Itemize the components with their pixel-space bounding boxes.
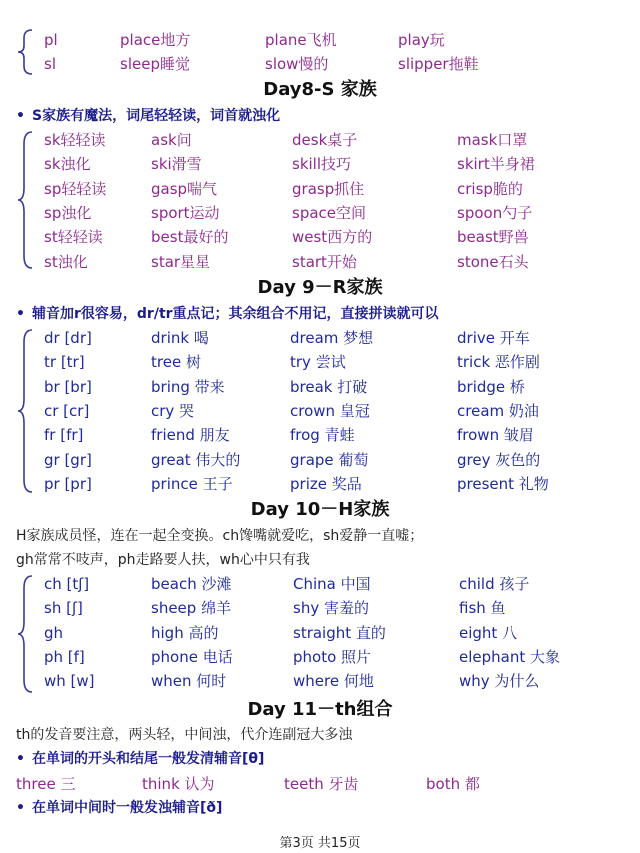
cell: drink 喝 — [151, 329, 209, 347]
cell: sport运动 — [151, 203, 220, 222]
cell: frog 青蛙 — [290, 426, 355, 445]
cell: phone 电话 — [151, 647, 233, 666]
table-row — [0, 597, 640, 619]
cell: gr [gr] — [44, 450, 92, 469]
table-row — [0, 29, 640, 51]
table-row — [0, 153, 640, 175]
section-note — [16, 798, 222, 818]
section-heading: Day8-S 家族 — [263, 79, 377, 100]
cell: gasp喘气 — [151, 179, 218, 198]
table-row — [0, 351, 640, 373]
table-row — [0, 400, 640, 422]
cell: bridge 桥 — [457, 377, 525, 396]
cell: cry 哭 — [151, 401, 195, 420]
cell: shy 害羞的 — [293, 599, 369, 618]
cell: try 尝试 — [290, 353, 346, 372]
cell: grape 葡萄 — [290, 450, 369, 469]
cell: cr [cr] — [44, 401, 90, 420]
table-row — [0, 473, 640, 495]
note-text: 在单词中间时一般发浊辅音[ð] — [32, 800, 223, 816]
note-text: 辅音加r很容易，dr/tr重点记；其余组合不用记，直接拼读就可以 — [32, 306, 439, 322]
cell: dr [dr] — [44, 329, 92, 347]
table-row — [0, 327, 640, 349]
cell: best最好的 — [151, 228, 229, 247]
table-row — [0, 178, 640, 200]
table-row — [0, 226, 640, 248]
cell: why 为什么 — [459, 672, 540, 691]
cell: prince 王子 — [151, 474, 233, 493]
section-paragraph: th的发音要注意，两头轻，中间浊，代介连副冠大多浊 — [16, 727, 353, 743]
section-note — [16, 106, 280, 126]
cell: west西方的 — [292, 228, 373, 247]
cell: skirt半身裙 — [457, 155, 535, 174]
cell: br [br] — [44, 377, 92, 396]
cell: spoon勺子 — [457, 203, 533, 222]
cell: fish 鱼 — [459, 599, 506, 618]
bullet-icon: • — [16, 108, 25, 124]
cell: bring 带来 — [151, 377, 225, 396]
cell: China 中国 — [293, 575, 371, 593]
word: three 三 — [16, 775, 76, 793]
bullet-icon: • — [16, 800, 25, 816]
cell: drive 开车 — [457, 329, 530, 347]
table-row — [0, 376, 640, 398]
cell: crown 皇冠 — [290, 401, 370, 420]
cell: gh — [44, 623, 64, 642]
cell: slow慢的 — [265, 55, 329, 73]
cell: dream 梦想 — [290, 329, 374, 347]
word: both 都 — [426, 775, 480, 793]
table-row — [0, 424, 640, 446]
cell: ski滑雪 — [151, 155, 202, 174]
cell: play玩 — [398, 31, 445, 49]
cell: sk浊化 — [44, 155, 91, 174]
table-row — [0, 449, 640, 471]
table-row — [0, 202, 640, 224]
cell: straight 直的 — [293, 623, 386, 642]
table-row — [0, 251, 640, 273]
cell: sleep睡觉 — [120, 55, 190, 73]
cell: ask问 — [151, 131, 192, 149]
cell: start开始 — [292, 252, 357, 271]
cell: child 孩子 — [459, 575, 530, 593]
cell: sheep 绵羊 — [151, 599, 232, 618]
cell: star星星 — [151, 252, 211, 271]
bullet-icon: • — [16, 751, 25, 767]
section-heading: Day 11－th组合 — [247, 699, 393, 720]
table-row — [0, 646, 640, 668]
cell: grasp抓住 — [292, 179, 365, 198]
bullet-icon: • — [16, 306, 25, 322]
section-paragraph: gh常常不吱声，ph走路要人扶，wh心中只有我 — [16, 552, 310, 568]
cell: photo 照片 — [293, 647, 372, 666]
cell: tr [tr] — [44, 353, 85, 372]
cell: break 打破 — [290, 377, 368, 396]
cell: great 伟大的 — [151, 450, 241, 469]
cell: place地方 — [120, 31, 191, 49]
table-row — [0, 573, 640, 595]
cell: where 何地 — [293, 672, 374, 691]
cell: skill技巧 — [292, 155, 352, 174]
cell: sp轻轻读 — [44, 179, 107, 198]
cell: trick 恶作剧 — [457, 353, 540, 372]
cell: beach 沙滩 — [151, 575, 232, 593]
cell: pr [pr] — [44, 474, 92, 493]
cell: sp浊化 — [44, 203, 92, 222]
cell: sh [ʃ] — [44, 599, 83, 618]
cell: friend 朋友 — [151, 426, 230, 445]
note-text: S家族有魔法，词尾轻轻读，词首就浊化 — [32, 108, 281, 124]
cell: pl — [44, 31, 58, 49]
cell: sk轻轻读 — [44, 131, 106, 149]
page-footer: 第3页 共15页 — [279, 836, 361, 851]
cell: present 礼物 — [457, 474, 549, 493]
cell: beast野兽 — [457, 228, 529, 247]
word: teeth 牙齿 — [284, 775, 359, 793]
cell: mask口罩 — [457, 131, 528, 149]
word: think 认为 — [142, 775, 215, 793]
section-note — [16, 304, 439, 324]
cell: crisp脆的 — [457, 179, 523, 198]
section-note — [16, 749, 264, 769]
table-row — [0, 53, 640, 75]
cell: cream 奶油 — [457, 401, 539, 420]
word-row — [0, 773, 640, 795]
table-row — [0, 622, 640, 644]
cell: frown 皱眉 — [457, 426, 534, 445]
cell: elephant 大象 — [459, 647, 561, 666]
cell: ch [tʃ] — [44, 575, 90, 593]
cell: slipper拖鞋 — [398, 55, 479, 73]
cell: space空间 — [292, 203, 367, 222]
table-row — [0, 670, 640, 692]
note-text: 在单词的开头和结尾一般发清辅音[θ] — [32, 751, 265, 767]
cell: eight 八 — [459, 623, 518, 642]
cell: fr [fr] — [44, 426, 84, 445]
section-heading: Day 10－H家族 — [250, 499, 390, 520]
cell: high 高的 — [151, 623, 219, 642]
cell: prize 奖品 — [290, 474, 362, 493]
cell: ph [f] — [44, 647, 85, 666]
cell: desk桌子 — [292, 131, 358, 149]
cell: wh [w] — [44, 672, 95, 691]
section-paragraph: H家族成员怪，连在一起全变换。ch馋嘴就爱吃，sh爱静一直嘘； — [16, 528, 424, 544]
cell: when 何时 — [151, 672, 227, 691]
cell: st浊化 — [44, 252, 88, 271]
cell: plane飞机 — [265, 31, 337, 49]
cell: stone石头 — [457, 252, 529, 271]
section-heading: Day 9－R家族 — [257, 277, 383, 298]
brace-icon — [14, 130, 36, 270]
cell: grey 灰色的 — [457, 450, 541, 469]
cell: sl — [44, 55, 56, 73]
cell: st轻轻读 — [44, 228, 103, 247]
cell: tree 树 — [151, 353, 201, 372]
table-row — [0, 129, 640, 151]
